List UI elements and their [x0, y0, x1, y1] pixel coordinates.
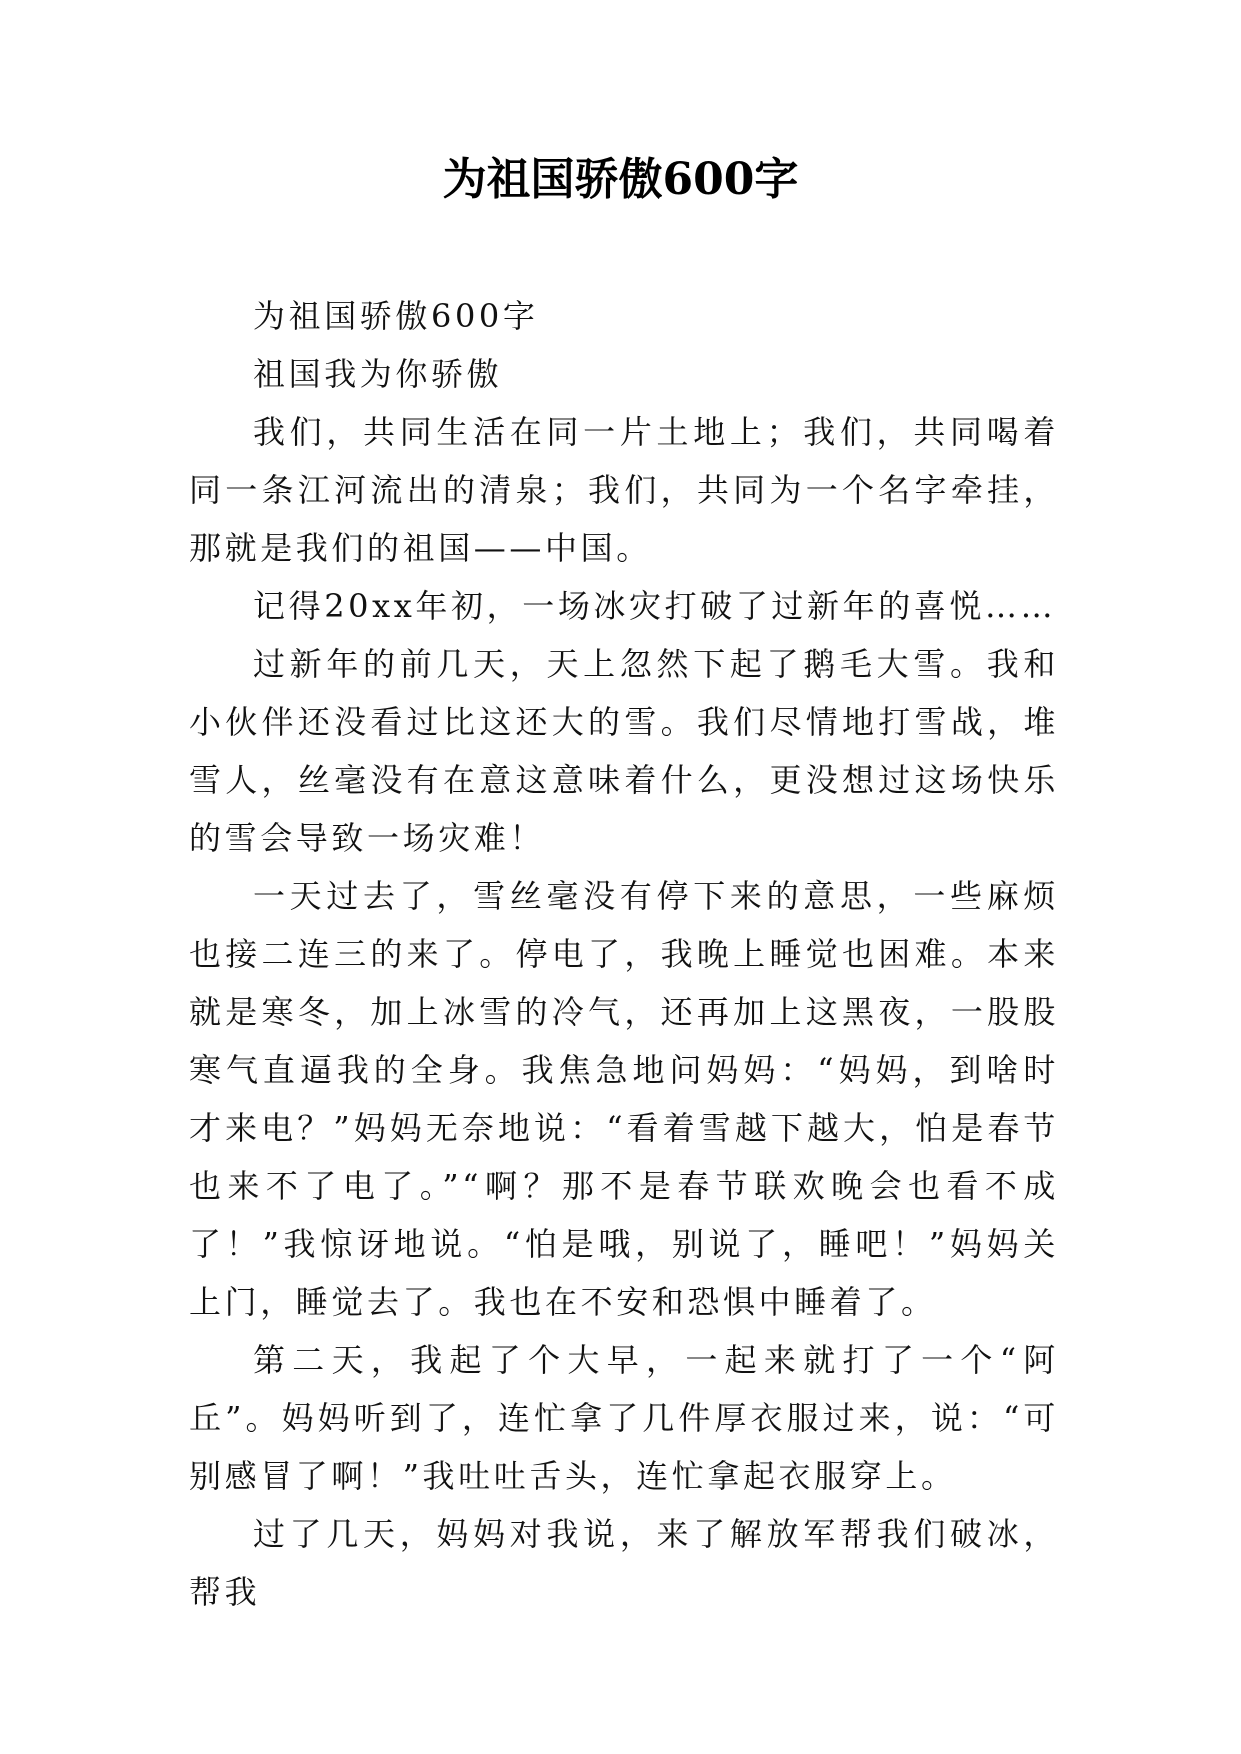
paragraph: 过新年的前几天，天上忽然下起了鹅毛大雪。我和小伙伴还没看过比这还大的雪。我们尽情地打雪战，堆雪人，丝毫没有在意这意味着什么，更没想过这场快乐的雪会导致一场灾难！: [189, 645, 1059, 857]
paragraph: 过了几天，妈妈对我说，来了解放军帮我们破冰，帮我: [189, 1515, 1059, 1611]
paragraph: 我们，共同生活在同一片土地上；我们，共同喝着同一条江河流出的清泉；我们，共同为一个名字牵挂，那就是我们的祖国——中国。: [189, 413, 1059, 567]
paragraph: 祖国我为你骄傲: [253, 355, 503, 393]
document-title: 为祖国骄傲600字: [442, 154, 799, 205]
document-body: [189, 287, 1059, 1621]
paragraph: 一天过去了，雪丝毫没有停下来的意思，一些麻烦也接二连三的来了。停电了，我晚上睡觉也困难。本来就是寒冬，加上冰雪的冷气，还再加上这黑夜，一股股寒气直逼我的全身。我焦急地问妈妈：“妈妈，到啥时才来电？”妈妈无奈地说：“看着雪越下越大，怕是春节也来不了电了。”“啊？那不是春节联欢晚会也看不成了！”我惊讶地说。“怕是哦，别说了，睡吧！”妈妈关上门，睡觉去了。我也在不安和恐惧中睡着了。: [189, 877, 1059, 1321]
paragraph: 第二天，我起了个大早，一起来就打了一个“阿丘”。妈妈听到了，连忙拿了几件厚衣服过来，说：“可别感冒了啊！”我吐吐舌头，连忙拿起衣服穿上。: [189, 1341, 1059, 1495]
paragraph: 为祖国骄傲600字: [253, 297, 539, 335]
paragraph: 记得20xx年初，一场冰灾打破了过新年的喜悦……: [253, 587, 1057, 625]
